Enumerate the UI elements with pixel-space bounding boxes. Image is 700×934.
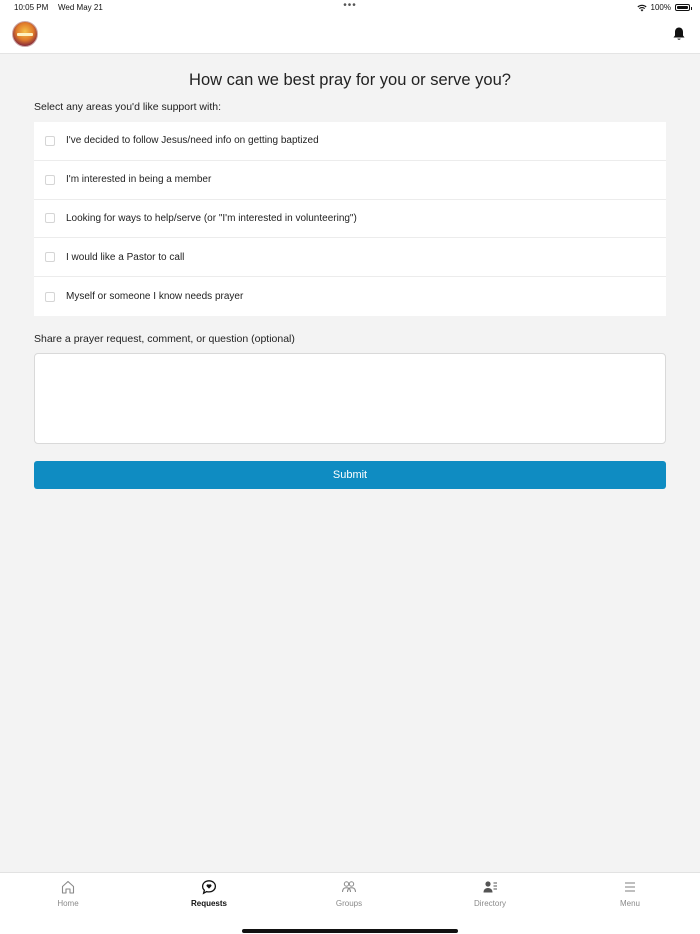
support-options-list bbox=[34, 122, 666, 316]
checkbox[interactable] bbox=[45, 292, 55, 302]
checkbox[interactable] bbox=[45, 213, 55, 223]
tab-directory[interactable] bbox=[450, 879, 530, 908]
option-label: I've decided to follow Jesus/need info on getting baptized bbox=[66, 135, 319, 147]
wifi-icon bbox=[637, 4, 647, 12]
option-label: Looking for ways to help/serve (or "I'm interested in volunteering") bbox=[66, 212, 357, 224]
option-label: I'm interested in being a member bbox=[66, 174, 212, 186]
status-indicators bbox=[637, 3, 690, 12]
checkbox[interactable] bbox=[45, 136, 55, 146]
prayer-request-textarea[interactable] bbox=[34, 353, 666, 444]
church-logo[interactable] bbox=[12, 21, 38, 47]
option-volunteer[interactable] bbox=[34, 200, 666, 239]
page-title: How can we best pray for you or serve you? bbox=[189, 71, 511, 89]
option-prayer[interactable] bbox=[34, 277, 666, 316]
app-header bbox=[0, 16, 700, 54]
tab-label: Home bbox=[57, 899, 79, 908]
home-icon bbox=[60, 879, 76, 895]
bottom-tab-bar bbox=[0, 872, 700, 934]
menu-icon bbox=[622, 879, 638, 895]
tab-requests[interactable] bbox=[169, 879, 249, 908]
support-areas-label: Select any areas you'd like support with: bbox=[34, 101, 222, 113]
tab-label: Menu bbox=[619, 899, 640, 908]
option-baptism[interactable] bbox=[34, 122, 666, 161]
submit-button[interactable]: Submit bbox=[34, 461, 666, 489]
tab-label: Directory bbox=[473, 899, 506, 908]
option-membership[interactable] bbox=[34, 161, 666, 200]
status-date: Wed May 21 bbox=[58, 3, 103, 12]
option-pastor-call[interactable] bbox=[34, 238, 666, 277]
tab-groups[interactable] bbox=[309, 879, 389, 908]
home-indicator[interactable] bbox=[242, 929, 458, 933]
groups-icon bbox=[341, 879, 357, 895]
option-label: Myself or someone I know needs prayer bbox=[66, 291, 244, 303]
bell-icon[interactable] bbox=[672, 26, 686, 42]
tab-home[interactable] bbox=[28, 879, 108, 908]
option-label: I would like a Pastor to call bbox=[66, 251, 185, 263]
checkbox[interactable] bbox=[45, 175, 55, 185]
status-bar bbox=[0, 0, 700, 16]
directory-icon bbox=[482, 879, 498, 895]
comment-label: Share a prayer request, comment, or question (optional) bbox=[34, 333, 295, 345]
battery-icon bbox=[675, 4, 690, 11]
tab-menu[interactable] bbox=[590, 879, 670, 908]
status-time: 10:05 PM bbox=[14, 3, 49, 12]
tab-label: Requests bbox=[190, 899, 227, 908]
multitasking-dots[interactable]: ••• bbox=[343, 0, 357, 11]
checkbox[interactable] bbox=[45, 252, 55, 262]
battery-percent: 100% bbox=[650, 3, 671, 12]
chat-heart-icon bbox=[201, 879, 217, 895]
tab-label: Groups bbox=[335, 899, 363, 908]
